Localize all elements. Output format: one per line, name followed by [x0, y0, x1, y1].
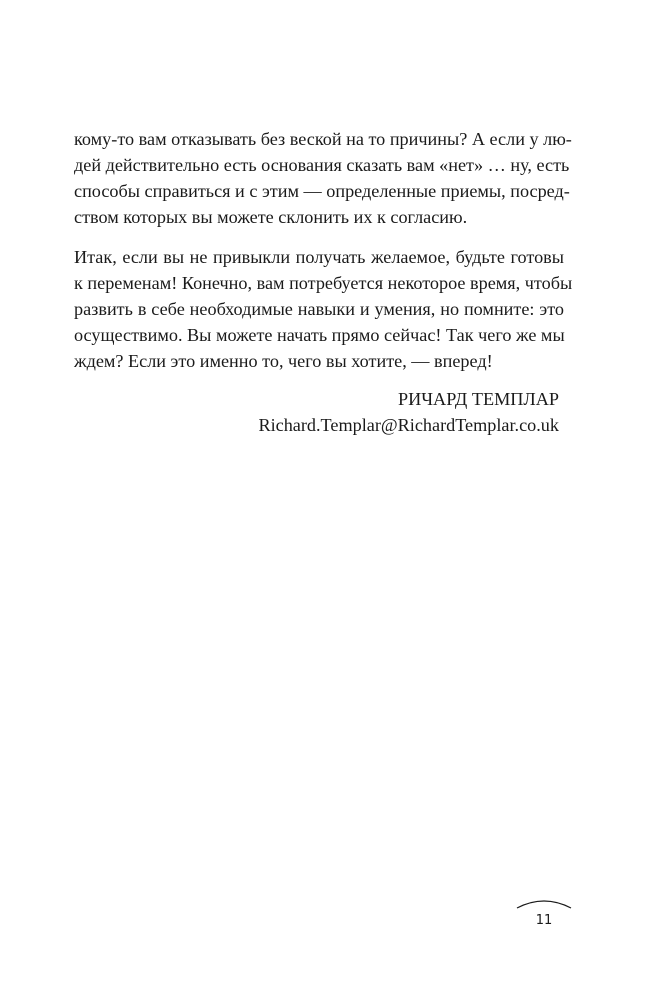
body-text: [74, 0, 573, 1000]
paragraph-2-line-1: Итак, если вы не привыкли получать желаемое, будьте готовы: [74, 247, 564, 267]
signature-email: Richard.Templar@RichardTemplar.co.uk: [258, 415, 559, 435]
paragraph-1-line-3: способы справиться и с этим — определенные приемы, посред-: [74, 181, 570, 201]
paragraph-2-line-2: к переменам! Конечно, вам потребуется некоторое время, чтобы: [74, 273, 573, 293]
paragraph-1-line-1: кому-то вам отказывать без веской на то причины? А если у лю-: [74, 129, 572, 149]
page-number: 11: [535, 913, 553, 928]
paragraph-2-line-3: развить в себе необходимые навыки и умения, но помните: это: [74, 299, 564, 319]
page-footer: [515, 896, 573, 936]
paragraph-2-line-5: ждем? Если это именно то, чего вы хотите, — вперед!: [74, 351, 493, 371]
paragraph-1-line-4: ством которых вы можете склонить их к согласию.: [74, 207, 468, 227]
paragraph-2-line-4: осуществимо. Вы можете начать прямо сейчас! Так чего же мы: [74, 325, 565, 345]
paragraph-1-line-2: дей действительно есть основания сказать вам «нет» … ну, есть: [74, 155, 570, 175]
page-arc-icon: [515, 896, 573, 910]
signature-name: РИЧАРД ТЕМПЛАР: [397, 389, 559, 409]
